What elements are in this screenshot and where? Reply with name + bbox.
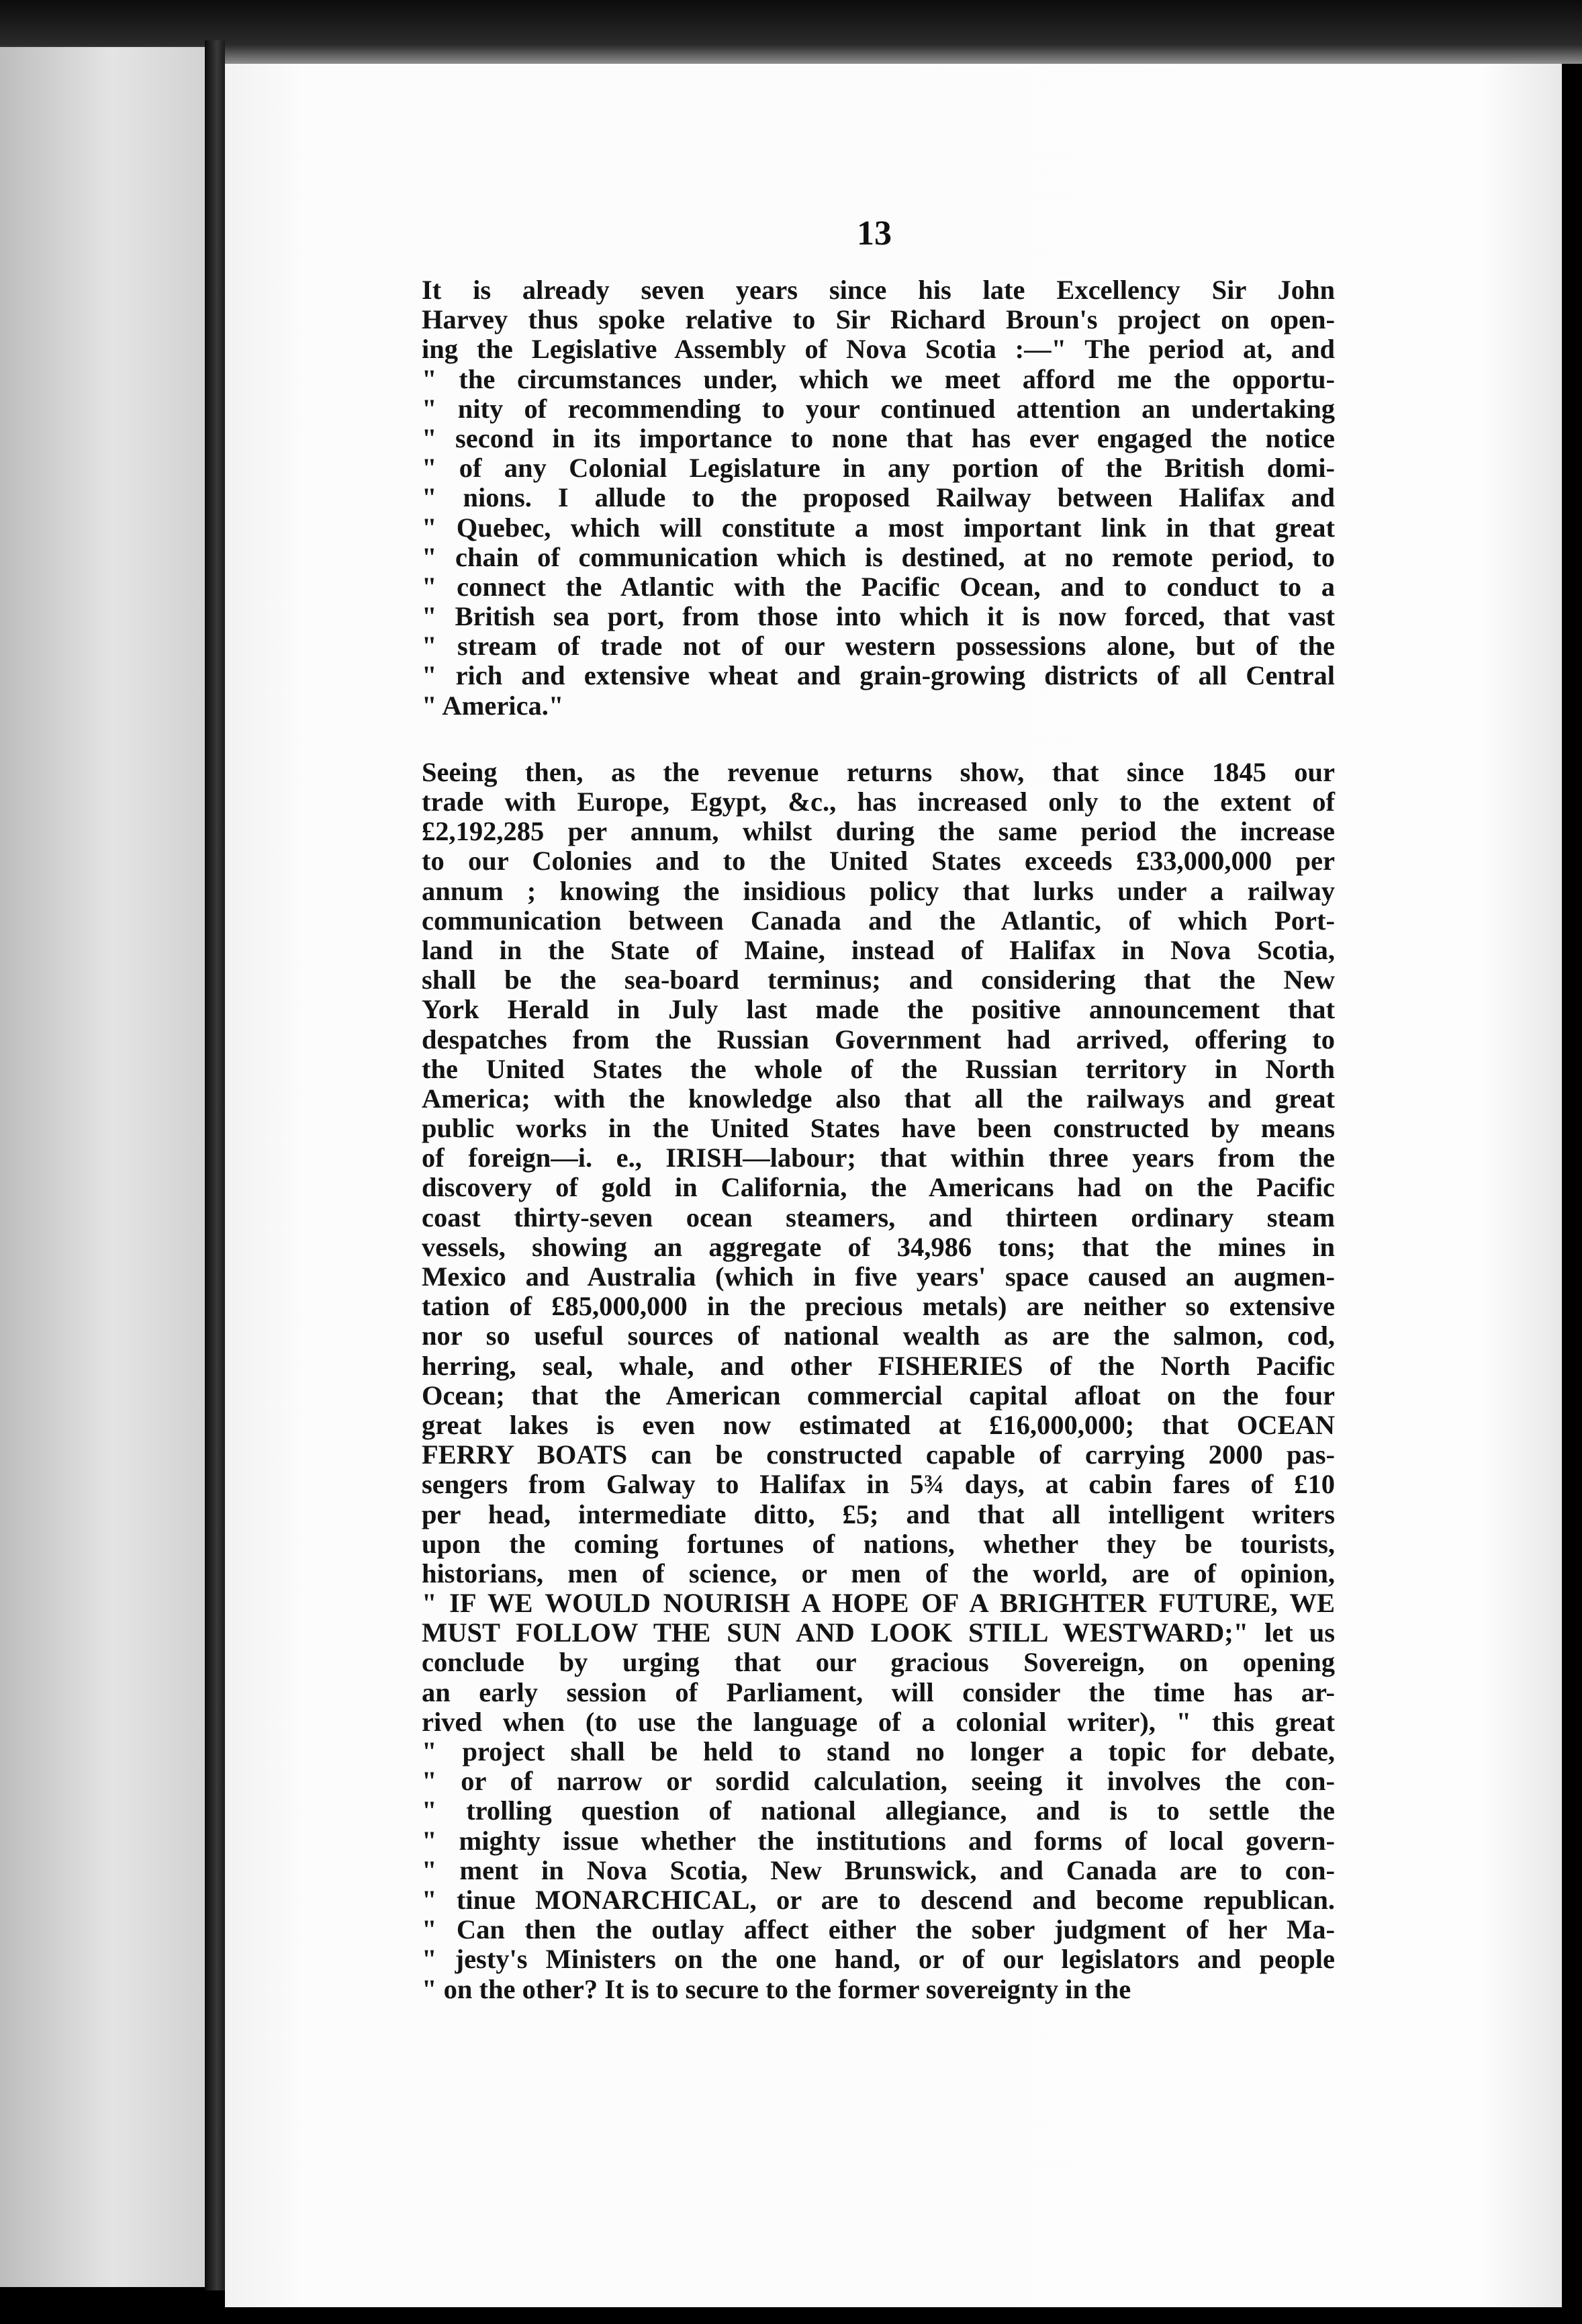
paragraph-gap	[422, 721, 1335, 758]
text-line: annum ; knowing the insidious policy that lurks under a railway	[422, 875, 1335, 906]
text-line: upon the coming fortunes of nations, whether they be tourists,	[422, 1528, 1335, 1559]
text-line: historians, men of science, or men of the world, are of opinion,	[422, 1558, 1335, 1589]
text-line: " connect the Atlantic with the Pacific Ocean, and to conduct to a	[422, 571, 1335, 602]
text-line: coast thirty-seven ocean steamers, and thirteen ordinary steam	[422, 1202, 1335, 1233]
text-line: rived when (to use the language of a colonial writer), " this great	[422, 1706, 1335, 1737]
text-line: land in the State of Maine, instead of Halifax in Nova Scotia,	[422, 934, 1335, 965]
text-line: " on the other? It is to secure to the former sovereignty in the	[422, 1973, 1131, 2004]
text-line: trade with Europe, Egypt, &c., has increased only to the extent of	[422, 787, 1335, 817]
text-line: " or of narrow or sordid calculation, seeing it involves the con-	[422, 1766, 1335, 1797]
text-line: " of any Colonial Legislature in any portion of the British domi-	[422, 453, 1335, 484]
text-line: vessels, showing an aggregate of 34,986 tons; that the mines in	[422, 1231, 1335, 1262]
page-number: 13	[857, 214, 892, 253]
text-line: sengers from Galway to Halifax in 5¾ days, at cabin fares of £10	[422, 1469, 1335, 1500]
text-line: £2,192,285 per annum, whilst during the same period the increase	[422, 816, 1335, 847]
text-line: " chain of communication which is destined, at no remote period, to	[422, 541, 1335, 572]
text-line: " America."	[422, 690, 564, 721]
text-line: " nity of recommending to your continued attention an undertaking	[422, 393, 1335, 424]
text-line: herring, seal, whale, and other FISHERIES of the North Pacific	[422, 1350, 1335, 1381]
book-gutter	[205, 40, 225, 2290]
text-line: Seeing then, as the revenue returns show, that since 1845 our	[422, 756, 1335, 787]
text-line: an early session of Parliament, will consider the time has ar-	[422, 1677, 1335, 1707]
text-line: nor so useful sources of national wealth as are the salmon, cod,	[422, 1321, 1335, 1351]
text-line: " trolling question of national allegiance, and is to settle the	[422, 1795, 1335, 1826]
facing-page	[0, 47, 205, 2287]
text-line: FERRY BOATS can be constructed capable of carrying 2000 pas-	[422, 1439, 1335, 1470]
text-line: " second in its importance to none that has ever engaged the notice	[422, 422, 1335, 453]
text-line: Harvey thus spoke relative to Sir Richard Broun's project on open-	[422, 304, 1335, 335]
paragraph-harvey-quote	[422, 275, 1335, 721]
text-line: public works in the United States have been constructed by means	[422, 1113, 1335, 1144]
text-line: " Can then the outlay affect either the sober judgment of her Ma-	[422, 1914, 1335, 1945]
text-line: MUST FOLLOW THE SUN AND LOOK STILL WESTWARD;" let us	[422, 1617, 1335, 1648]
text-line: tation of £85,000,000 in the precious metals) are neither so extensive	[422, 1291, 1335, 1322]
text-line: great lakes is even now estimated at £16,000,000; that OCEAN	[422, 1409, 1335, 1440]
text-line: Mexico and Australia (which in five years' space caused an augmen-	[422, 1261, 1335, 1292]
text-line: York Herald in July last made the positive announcement that	[422, 994, 1335, 1025]
text-line: of foreign—i. e., IRISH—labour; that within three years from the	[422, 1143, 1335, 1173]
text-line: " British sea port, from those into which it is now forced, that vast	[422, 601, 1335, 632]
text-line: shall be the sea-board terminus; and considering that the New	[422, 965, 1335, 995]
text-line: " jesty's Ministers on the one hand, or of our legislators and people	[422, 1944, 1335, 1975]
text-line: communication between Canada and the Atlantic, of which Port-	[422, 905, 1335, 936]
text-line: " Quebec, which will constitute a most important link in that great	[422, 512, 1335, 543]
text-line: ing the Legislative Assembly of Nova Scotia :—" The period at, and	[422, 334, 1335, 365]
text-line: to our Colonies and to the United States exceeds £33,000,000 per	[422, 846, 1335, 877]
text-line: Ocean; that the American commercial capital afloat on the four	[422, 1380, 1335, 1411]
text-line: " nions. I allude to the proposed Railway between Halifax and	[422, 482, 1335, 513]
text-line: " tinue MONARCHICAL, or are to descend and become republican.	[422, 1884, 1335, 1915]
text-line: " stream of trade not of our western possessions alone, but of the	[422, 631, 1335, 662]
text-line: America; with the knowledge also that all the railways and great	[422, 1083, 1335, 1114]
text-line: " ment in Nova Scotia, New Brunswick, and Canada are to con-	[422, 1854, 1335, 1885]
text-line: It is already seven years since his late Excellency Sir John	[422, 275, 1335, 305]
text-line: conclude by urging that our gracious Sovereign, on opening	[422, 1647, 1335, 1678]
scan-top-border	[0, 0, 1582, 64]
text-line: " the circumstances under, which we meet afford me the opportu-	[422, 363, 1335, 394]
text-line: " mighty issue whether the institutions and forms of local govern-	[422, 1825, 1335, 1856]
text-line: the United States the whole of the Russian territory in North	[422, 1053, 1335, 1084]
text-line: per head, intermediate ditto, £5; and that all intelligent writers	[422, 1499, 1335, 1529]
text-line: " project shall be held to stand no longer a topic for debate,	[422, 1736, 1335, 1767]
text-line: " rich and extensive wheat and grain-growing districts of all Central	[422, 660, 1335, 691]
text-line: despatches from the Russian Government had arrived, offering to	[422, 1024, 1335, 1055]
body-text	[422, 275, 1335, 2004]
text-line: discovery of gold in California, the Americans had on the Pacific	[422, 1172, 1335, 1203]
text-line: " IF WE WOULD NOURISH A HOPE OF A BRIGHTER FUTURE, WE	[422, 1588, 1335, 1619]
paragraph-seeing-then	[422, 758, 1335, 2004]
